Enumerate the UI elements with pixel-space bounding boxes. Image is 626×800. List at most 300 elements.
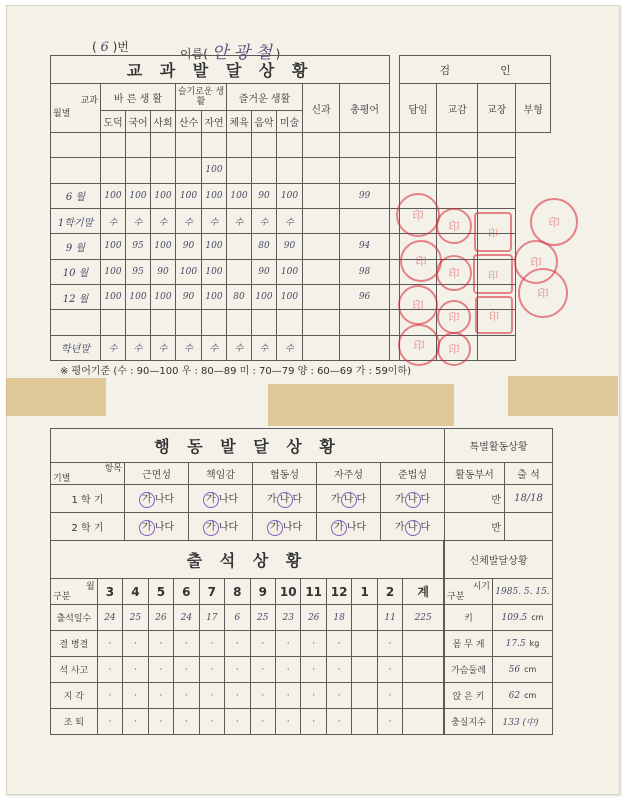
score-cell: 100 — [202, 183, 227, 208]
attendance-row-label: 석 사고 — [51, 657, 98, 683]
score-cell: 90 — [176, 234, 202, 259]
corner-cell: 교과 월별 — [51, 84, 101, 133]
month-label — [51, 133, 101, 158]
month-header: 11 — [301, 579, 326, 605]
seal-stamp: 印 — [530, 198, 578, 246]
physical-value-cell — [493, 709, 553, 735]
stamp-cell — [437, 158, 478, 183]
score-cell — [101, 310, 126, 335]
score-cell — [277, 133, 303, 158]
score-cell — [252, 310, 277, 335]
attendance-cell: · — [250, 657, 275, 683]
score-cell: 수 — [227, 208, 252, 233]
score-cell — [176, 133, 202, 158]
tape-strip — [268, 384, 454, 426]
attendance-cell: 23 — [275, 605, 300, 631]
subject-header: 체육 — [227, 110, 252, 132]
score-cell: 80 — [227, 284, 252, 309]
total-grade-cell: 96 — [340, 284, 390, 309]
score-cell: 수 — [176, 335, 202, 360]
attendance-cell: 24 — [174, 605, 199, 631]
physical-value-cell — [493, 683, 553, 709]
grade-option: 나 — [277, 492, 293, 508]
score-cell — [277, 310, 303, 335]
score-cell: 100 — [151, 234, 176, 259]
behavior-grade-cell — [253, 485, 317, 513]
score-cell: 수 — [151, 208, 176, 233]
score-cell: 수 — [277, 208, 303, 233]
semester-label: 1 학 기 — [51, 485, 125, 513]
seal-stamp: 印 — [474, 212, 512, 252]
month-header: 12 — [326, 579, 351, 605]
attendance-cell: · — [148, 631, 173, 657]
grade-option: 다 — [420, 493, 431, 505]
total-grade-cell: 99 — [340, 183, 390, 208]
score-cell — [227, 133, 252, 158]
month-header: 계 — [403, 579, 444, 605]
seal-stamp: 印 — [473, 254, 513, 294]
behavior-grade-cell — [253, 513, 317, 541]
attendance-cell: · — [250, 683, 275, 709]
attendance-table — [50, 540, 444, 735]
month-label: 1학기말 — [51, 208, 101, 233]
month-header: 4 — [123, 579, 148, 605]
seal-stamp: 印 — [475, 296, 513, 334]
score-cell: 100 — [126, 284, 151, 309]
score-cell — [101, 158, 126, 183]
special-title: 특별활동상황 — [445, 429, 553, 463]
score-cell: 100 — [101, 259, 126, 284]
attendance-cell: · — [250, 709, 275, 735]
month-header: 3 — [97, 579, 122, 605]
score-cell — [252, 158, 277, 183]
col-total-grade: 총평어 — [340, 84, 390, 133]
attendance-cell: · — [377, 683, 402, 709]
attendance-cell: 18 — [326, 605, 351, 631]
score-cell — [151, 310, 176, 335]
grade-option: 가 — [394, 521, 405, 533]
physical-label: 충실지수 — [445, 709, 493, 735]
student-name: 안 광 철 — [211, 43, 272, 63]
month-header: 7 — [199, 579, 224, 605]
score-cell: 수 — [202, 208, 227, 233]
sin-cell — [303, 234, 340, 259]
attendance-cell: · — [275, 709, 300, 735]
attendance-cell: · — [301, 631, 326, 657]
total-grade-cell — [340, 158, 390, 183]
score-cell: 수 — [126, 335, 151, 360]
group-right-life: 바 른 생 활 — [101, 84, 176, 110]
stamp-cell — [437, 133, 478, 158]
seal-stamp: 印 — [400, 240, 442, 282]
physical-rows — [445, 605, 553, 735]
behavior-grade-cell — [381, 485, 445, 513]
month-header: 1 — [352, 579, 377, 605]
tape-strip — [508, 376, 618, 416]
score-cell: 90 — [176, 284, 202, 309]
attendance-cell: · — [199, 631, 224, 657]
seal-stamp: 印 — [518, 268, 568, 318]
student-number: 6 — [100, 40, 109, 55]
grade-option: 나 — [282, 521, 293, 533]
score-cell — [126, 133, 151, 158]
subject-header: 자연 — [202, 110, 227, 132]
attendance-cell: 26 — [301, 605, 326, 631]
grade-option: 나 — [218, 493, 229, 505]
attendance-cell: · — [97, 631, 122, 657]
behavior-table — [50, 428, 445, 541]
stamp-cell — [390, 234, 400, 259]
month-header: 6 — [174, 579, 199, 605]
attendance-cell: · — [326, 683, 351, 709]
grade-option: 다 — [420, 521, 431, 533]
physical-value-cell — [493, 631, 553, 657]
col-parent: 부형 — [516, 84, 551, 133]
attendance-cell: · — [326, 657, 351, 683]
score-cell: 100 — [151, 284, 176, 309]
attendance-cell: · — [275, 657, 300, 683]
attendance-cell: · — [225, 683, 250, 709]
score-cell — [151, 158, 176, 183]
grade-option: 가 — [139, 492, 155, 508]
attendance-cell: · — [123, 709, 148, 735]
total-grade-cell — [340, 310, 390, 335]
score-cell: 100 — [202, 259, 227, 284]
seal-stamp: 印 — [396, 193, 440, 237]
score-cell — [126, 158, 151, 183]
col-sin: 신과 — [303, 84, 340, 133]
special-col-attendance: 출 석 — [505, 463, 553, 485]
score-cell: 100 — [176, 259, 202, 284]
special-unit: 반 — [445, 513, 505, 541]
attendance-cell — [352, 631, 377, 657]
attendance-cell: · — [377, 631, 402, 657]
physical-value: 17.5 — [505, 638, 526, 649]
behavior-item: 자주성 — [317, 463, 381, 485]
score-cell: 90 — [277, 234, 303, 259]
score-cell — [252, 133, 277, 158]
score-cell: 100 — [101, 234, 126, 259]
attendance-cell: · — [275, 683, 300, 709]
attendance-cell: · — [174, 709, 199, 735]
month-label — [51, 310, 101, 335]
score-cell: 수 — [101, 208, 126, 233]
number-field: ( 6 )번 — [92, 40, 129, 55]
special-attendance — [505, 513, 553, 541]
month-label — [51, 158, 101, 183]
grade-option: 가 — [139, 520, 155, 536]
attendance-cell — [403, 631, 444, 657]
seal-stamp: 印 — [437, 332, 471, 366]
attendance-cell: · — [199, 709, 224, 735]
grade-option: 나 — [405, 492, 421, 508]
attendance-cell: · — [377, 657, 402, 683]
stamp-cell — [400, 133, 437, 158]
grade-option: 가 — [203, 492, 219, 508]
subject-header: 도덕 — [101, 110, 126, 132]
month-label: 6 월 — [51, 183, 101, 208]
subject-header: 사회 — [151, 110, 176, 132]
score-cell: 80 — [252, 234, 277, 259]
month-header: 2 — [377, 579, 402, 605]
physical-unit: kg — [529, 638, 540, 648]
physical-value: 62 — [508, 690, 521, 701]
stamp-cell — [437, 183, 478, 208]
score-cell: 100 — [277, 284, 303, 309]
score-cell — [227, 234, 252, 259]
behavior-grade-cell — [381, 513, 445, 541]
score-cell: 100 — [101, 183, 126, 208]
score-cell: 100 — [126, 183, 151, 208]
sin-cell — [303, 208, 340, 233]
score-cell: 100 — [277, 183, 303, 208]
attendance-cell: · — [148, 657, 173, 683]
score-cell: 수 — [126, 208, 151, 233]
attendance-cell — [403, 709, 444, 735]
stamp-cell — [390, 310, 400, 335]
grade-option: 다 — [356, 493, 367, 505]
attendance-corner: 월 구분 — [51, 579, 98, 605]
subject-header: 음악 — [252, 110, 277, 132]
attendance-row-label: 지 각 — [51, 683, 98, 709]
physical-label: 몸 무 게 — [445, 631, 493, 657]
score-cell: 100 — [227, 183, 252, 208]
attendance-cell: · — [301, 709, 326, 735]
attendance-rows — [51, 605, 444, 735]
special-col-dept: 활동부서 — [445, 463, 505, 485]
month-label: 10 월 — [51, 259, 101, 284]
attendance-cell — [352, 709, 377, 735]
attendance-cell: 25 — [123, 605, 148, 631]
attendance-cell: · — [225, 709, 250, 735]
col-homeroom: 담임 — [400, 84, 437, 133]
total-grade-cell: 94 — [340, 234, 390, 259]
attendance-cell: · — [97, 683, 122, 709]
total-grade-cell — [340, 133, 390, 158]
score-cell: 100 — [202, 234, 227, 259]
behavior-item: 협동성 — [253, 463, 317, 485]
attendance-cell: · — [250, 631, 275, 657]
attendance-cell: · — [148, 683, 173, 709]
attendance-cell: · — [301, 683, 326, 709]
attendance-cell: 25 — [250, 605, 275, 631]
stamp-cell — [390, 158, 400, 183]
month-label: 12 월 — [51, 284, 101, 309]
score-cell: 100 — [202, 284, 227, 309]
behavior-rows — [51, 485, 445, 541]
group-pleasant-life: 즐거운 생활 — [227, 84, 303, 110]
score-cell — [227, 259, 252, 284]
stamp-cell — [390, 133, 400, 158]
attendance-cell: · — [225, 631, 250, 657]
score-cell — [202, 310, 227, 335]
col-principal: 교장 — [478, 84, 516, 133]
attendance-cell: · — [174, 683, 199, 709]
sin-cell — [303, 335, 340, 360]
score-cell — [151, 133, 176, 158]
score-cell — [227, 310, 252, 335]
grade-option: 나 — [346, 521, 357, 533]
attendance-cell: · — [199, 683, 224, 709]
attendance-cell — [352, 605, 377, 631]
attendance-cell: 24 — [97, 605, 122, 631]
attendance-cell: · — [174, 631, 199, 657]
behavior-grade-cell — [317, 485, 381, 513]
physical-value: 109.5 — [501, 612, 528, 623]
attendance-cell: · — [275, 631, 300, 657]
behavior-item: 준법성 — [381, 463, 445, 485]
physical-title: 신체발달상황 — [445, 541, 553, 579]
grade-option: 나 — [154, 493, 165, 505]
seal-stamp: 印 — [436, 255, 472, 291]
attendance-cell: · — [123, 683, 148, 709]
grade-option: 가 — [266, 493, 277, 505]
grade-option: 다 — [292, 493, 303, 505]
name-label: 이름 — [180, 47, 204, 61]
name-field: 이름( 안 광 철 ) — [180, 43, 281, 63]
grade-option: 다 — [228, 493, 239, 505]
subject-header: 산수 — [176, 110, 202, 132]
behavior-grade-cell — [189, 513, 253, 541]
attendance-cell: 6 — [225, 605, 250, 631]
score-cell: 95 — [126, 259, 151, 284]
stamp-cell — [478, 133, 516, 158]
physical-value: 133 (中) — [502, 718, 539, 728]
number-label: 번 — [117, 40, 129, 54]
physical-corner: 시기 구분 — [445, 579, 493, 605]
grade-option: 가 — [330, 493, 341, 505]
score-cell: 90 — [252, 183, 277, 208]
sin-cell — [303, 284, 340, 309]
score-cell: 수 — [101, 335, 126, 360]
attendance-cell: 225 — [403, 605, 444, 631]
physical-table — [444, 540, 553, 735]
month-label: 학년말 — [51, 335, 101, 360]
sin-cell — [303, 158, 340, 183]
behavior-grade-cell — [125, 485, 189, 513]
attendance-row-label: 결 병결 — [51, 631, 98, 657]
subject-header: 미술 — [277, 110, 303, 132]
seal-stamp: 印 — [436, 208, 472, 244]
attendance-row-label: 조 퇴 — [51, 709, 98, 735]
total-grade-cell — [340, 208, 390, 233]
attendance-cell — [352, 683, 377, 709]
score-cell: 수 — [277, 335, 303, 360]
seal-stamp: 印 — [398, 324, 440, 366]
score-cell — [176, 310, 202, 335]
score-cell — [101, 133, 126, 158]
tape-strip — [6, 378, 106, 416]
attendance-cell: · — [123, 631, 148, 657]
attendance-cell: · — [377, 709, 402, 735]
attendance-cell: 17 — [199, 605, 224, 631]
behavior-grade-cell — [189, 485, 253, 513]
score-cell: 100 — [101, 284, 126, 309]
score-cell: 100 — [202, 158, 227, 183]
stamp-cell — [400, 158, 437, 183]
behavior-grade-cell — [317, 513, 381, 541]
grading-criteria: ※ 평어기준 (수 : 90—100 우 : 80—89 미 : 70—79 양 : 60—69 가 : 59이하) — [60, 366, 412, 377]
behavior-corner: 항목 기별 — [51, 463, 125, 485]
score-cell: 수 — [227, 335, 252, 360]
stamp-cell — [478, 183, 516, 208]
sin-cell — [303, 259, 340, 284]
behavior-title: 행 동 발 달 상 황 — [51, 429, 445, 463]
grade-option: 가 — [267, 520, 283, 536]
month-header: 5 — [148, 579, 173, 605]
sin-cell — [303, 183, 340, 208]
total-grade-cell: 98 — [340, 259, 390, 284]
score-cell: 90 — [151, 259, 176, 284]
physical-label: 가슴둘레 — [445, 657, 493, 683]
attendance-cell: 26 — [148, 605, 173, 631]
stamp-cell — [478, 335, 516, 360]
stamp-cell — [478, 158, 516, 183]
grade-option: 다 — [356, 521, 367, 533]
score-cell — [176, 158, 202, 183]
score-cell: 수 — [151, 335, 176, 360]
attendance-row-label: 출석일수 — [51, 605, 98, 631]
grade-option: 다 — [164, 493, 175, 505]
physical-value: 56 — [508, 664, 521, 675]
physical-label: 키 — [445, 605, 493, 631]
score-cell: 100 — [151, 183, 176, 208]
special-activity-table — [444, 428, 553, 541]
score-cell: 100 — [252, 284, 277, 309]
score-cell: 수 — [202, 335, 227, 360]
attendance-cell: · — [97, 709, 122, 735]
sin-cell — [303, 133, 340, 158]
attendance-cell — [403, 683, 444, 709]
attendance-cell: 11 — [377, 605, 402, 631]
score-cell: 100 — [176, 183, 202, 208]
month-header: 8 — [225, 579, 250, 605]
semester-label: 2 학 기 — [51, 513, 125, 541]
behavior-item: 책임감 — [189, 463, 253, 485]
score-cell — [126, 310, 151, 335]
seal-stamp: 印 — [514, 240, 558, 284]
physical-unit: cm — [524, 664, 537, 674]
attendance-title: 출 석 상 황 — [51, 541, 444, 579]
grade-option: 가 — [203, 520, 219, 536]
attendance-cell: · — [225, 657, 250, 683]
attendance-cell: · — [199, 657, 224, 683]
attendance-cell — [403, 657, 444, 683]
seal-stamp: 印 — [398, 285, 438, 325]
score-cell: 수 — [252, 208, 277, 233]
grade-option: 나 — [341, 492, 357, 508]
total-grade-cell — [340, 335, 390, 360]
physical-unit: cm — [531, 612, 544, 622]
col-vice-principal: 교감 — [437, 84, 478, 133]
stamp-header: 검 인 — [400, 56, 551, 84]
seal-stamp: 印 — [437, 300, 471, 334]
score-cell: 수 — [252, 335, 277, 360]
physical-label: 앉 은 키 — [445, 683, 493, 709]
month-label: 9 월 — [51, 234, 101, 259]
special-unit: 반 — [445, 485, 505, 513]
score-cell — [277, 158, 303, 183]
group-wise-life: 슬기로운 생활 — [176, 84, 227, 110]
grade-option: 나 — [405, 520, 421, 536]
grade-option: 나 — [218, 521, 229, 533]
physical-date: 1985. 5. 15. — [493, 579, 553, 605]
attendance-cell: · — [301, 657, 326, 683]
grade-option: 다 — [164, 521, 175, 533]
score-cell — [202, 133, 227, 158]
subject-header: 국어 — [126, 110, 151, 132]
table-divider — [390, 56, 400, 133]
